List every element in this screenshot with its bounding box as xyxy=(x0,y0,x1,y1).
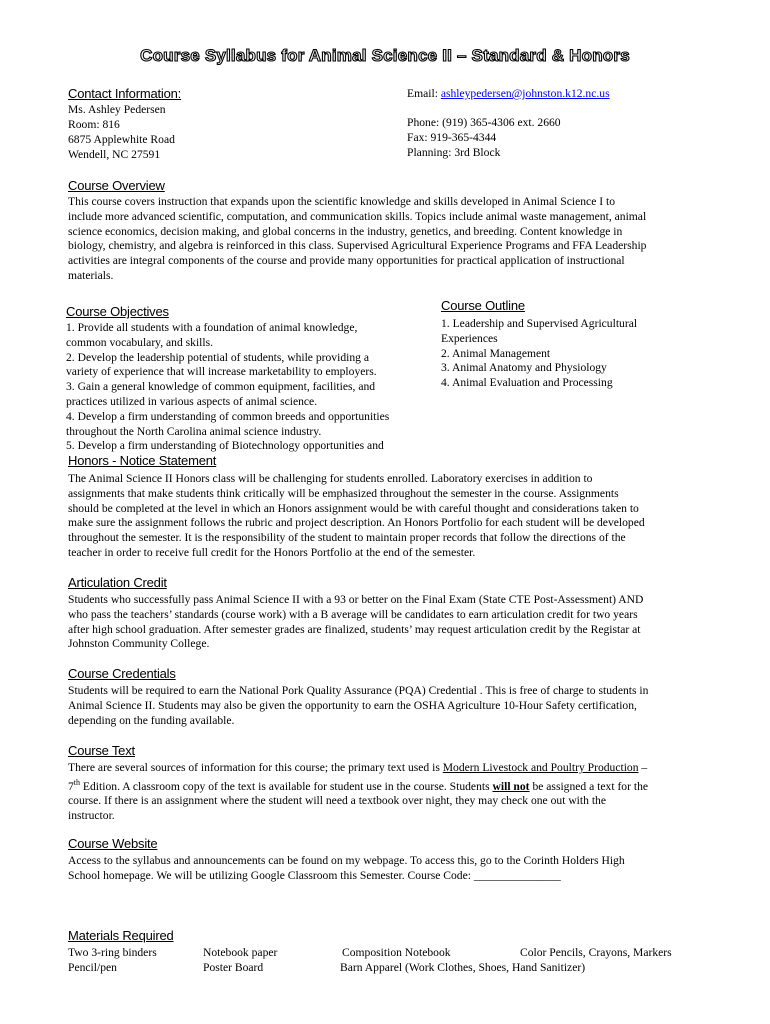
honors-line: throughout the semester. It is the responsibility of the student to maintain proper records that follow the directions of the xyxy=(68,531,626,545)
text-paragraph xyxy=(68,761,718,824)
page-title: Course Syllabus for Animal Science II – Standard & Honors xyxy=(140,46,630,65)
email-link[interactable]: ashleypedersen@johnston.k12.nc.us xyxy=(440,87,610,100)
honors-heading: Honors - Notice Statement xyxy=(68,453,217,468)
material-item: Composition Notebook xyxy=(342,946,451,959)
overview-paragraph xyxy=(68,195,708,284)
outline-line: 2. Animal Management xyxy=(441,346,551,360)
articulation-line: after high school graduation. After semester grades are finalized, students’ may request articulation credit by the Registar at xyxy=(68,622,641,636)
overview-line: materials. xyxy=(68,268,114,282)
material-item: Notebook paper xyxy=(203,946,278,959)
material-item: Pencil/pen xyxy=(68,961,117,974)
honors-paragraph xyxy=(68,472,708,561)
material-item: Two 3-ring binders xyxy=(68,946,157,959)
honors-line: assignments that make students think critically will be emphasized throughout the semester in the course. Assignments xyxy=(68,486,619,500)
materials-row xyxy=(68,946,728,962)
overview-line: biology, chemistry, and algebra is reinforced in this class. Supervised Agricultural Experience Programs and FFA Leadership xyxy=(68,239,647,253)
credentials-line: Students will be required to earn the National Pork Quality Assurance (PQA) Credential . This is free of charge to students in xyxy=(68,684,649,697)
outline-line: 4. Animal Evaluation and Processing xyxy=(441,376,613,390)
materials-heading: Materials Required xyxy=(68,928,174,943)
articulation-line: Johnston Community College. xyxy=(68,637,210,651)
text-line: instructor. xyxy=(68,809,115,823)
articulation-heading: Articulation Credit xyxy=(68,575,167,590)
text-line: course. If there is an assignment where the student will need a textbook over night, they may check one out with the xyxy=(68,794,606,808)
overview-heading: Course Overview xyxy=(68,178,165,193)
objectives-heading: Course Objectives xyxy=(66,304,169,319)
outline-line: 1. Leadership and Supervised Agricultural xyxy=(441,317,638,330)
honors-line: make sure the assignment follows the rubric and project description. An Honors Portfolio for each student will be developed xyxy=(68,516,645,530)
textbook-title: Modern Livestock and Poultry Production xyxy=(442,761,639,774)
website-paragraph xyxy=(68,854,708,884)
contact-line: Ms. Ashley Pedersen xyxy=(68,103,166,116)
website-line: Access to the syllabus and announcements can be found on my webpage. To access this, go to the Corinth Holders High xyxy=(68,854,625,867)
objectives-list xyxy=(66,321,426,453)
contact-address xyxy=(68,102,175,162)
text-line: There are several sources of information for this course; the primary text used is Modern Livestock and Poultry Production – xyxy=(68,761,648,774)
overview-line: activities are integral components of the course and provide many opportunities for practical application of instructional xyxy=(68,254,625,268)
text-heading: Course Text xyxy=(68,743,135,758)
outline-line: Experiences xyxy=(441,331,498,345)
website-heading: Course Website xyxy=(68,836,158,851)
material-item: Barn Apparel (Work Clothes, Shoes, Hand Sanitizer) xyxy=(340,961,586,974)
credentials-paragraph xyxy=(68,684,708,728)
objective-line: practices utilized in various aspects of animal science. xyxy=(66,394,318,408)
email-line xyxy=(407,86,610,101)
objective-line: variety of experience that will increase marketability to employers. xyxy=(66,365,377,379)
credentials-heading: Course Credentials xyxy=(68,666,176,681)
will-not-emphasis: will not xyxy=(492,779,530,793)
contact-line: 6875 Applewhite Road xyxy=(68,133,175,146)
objective-line: common vocabulary, and skills. xyxy=(66,335,214,349)
contact-phone-block xyxy=(407,115,561,160)
overview-line: science economics, decision making, and global concerns in the industry, genetics, and breeding. Content knowledge in xyxy=(68,224,623,238)
overview-line: include more advanced scientific, computation, and communication skills. Topics include animal waste management, animal xyxy=(68,209,647,223)
objective-line: 4. Develop a firm understanding of common breeds and opportunities xyxy=(66,409,390,423)
contact-line: Wendell, NC 27591 xyxy=(68,148,161,161)
email-label: Email: xyxy=(407,87,441,100)
objective-line: 2. Develop the leadership potential of students, while providing a xyxy=(66,350,369,364)
materials-row xyxy=(68,961,728,977)
articulation-paragraph xyxy=(68,593,708,652)
objective-line: 5. Develop a firm understanding of Biotechnology opportunities and xyxy=(66,439,384,453)
outline-line: 3. Animal Anatomy and Physiology xyxy=(441,361,607,375)
honors-line: should be completed at the level in which an Honors assignment would be with careful thought and considerations taken to xyxy=(68,501,639,515)
contact-line: Room: 816 xyxy=(68,118,120,131)
fax-line: Fax: 919-365-4344 xyxy=(407,131,497,144)
outline-list xyxy=(441,317,721,391)
articulation-line: who pass the teachers’ standards (course work) with a B average will be candidates to earn articulation credit for two years xyxy=(68,607,638,621)
material-item: Color Pencils, Crayons, Markers xyxy=(520,946,672,959)
material-item: Poster Board xyxy=(203,961,264,974)
objective-line: 1. Provide all students with a foundation of animal knowledge, xyxy=(66,321,358,334)
objective-line: 3. Gain a general knowledge of common equipment, facilities, and xyxy=(66,380,376,394)
text-line: 7th Edition. A classroom copy of the text is available for student use in the course. Students will not be assigned a text for the xyxy=(68,777,649,793)
credentials-line: Animal Science II. Students may also be given the opportunity to earn the OSHA Agriculture 10-Hour Safety certification, xyxy=(68,698,637,712)
website-line: School homepage. We will be utilizing Google Classroom this Semester. Course Code: _______________ xyxy=(68,868,561,882)
planning-line: Planning: 3rd Block xyxy=(407,146,501,159)
contact-heading: Contact Information: xyxy=(68,86,182,101)
phone-line: Phone: (919) 365-4306 ext. 2660 xyxy=(407,116,561,129)
credentials-line: depending on the funding available. xyxy=(68,713,235,727)
honors-line: The Animal Science II Honors class will be challenging for students enrolled. Laboratory exercises in addition to xyxy=(68,472,593,485)
articulation-line: Students who successfully pass Animal Science II with a 93 or better on the Final Exam (State CTE Post-Assessment) AND xyxy=(68,593,644,606)
overview-line: This course covers instruction that expands upon the scientific knowledge and skills developed in Animal Science I to xyxy=(68,195,616,208)
honors-line: teacher in order to receive full credit for the Honors Portfolio at the end of the semester. xyxy=(68,545,476,559)
outline-heading: Course Outline xyxy=(441,298,525,313)
objective-line: throughout the North Carolina animal science industry. xyxy=(66,424,322,438)
